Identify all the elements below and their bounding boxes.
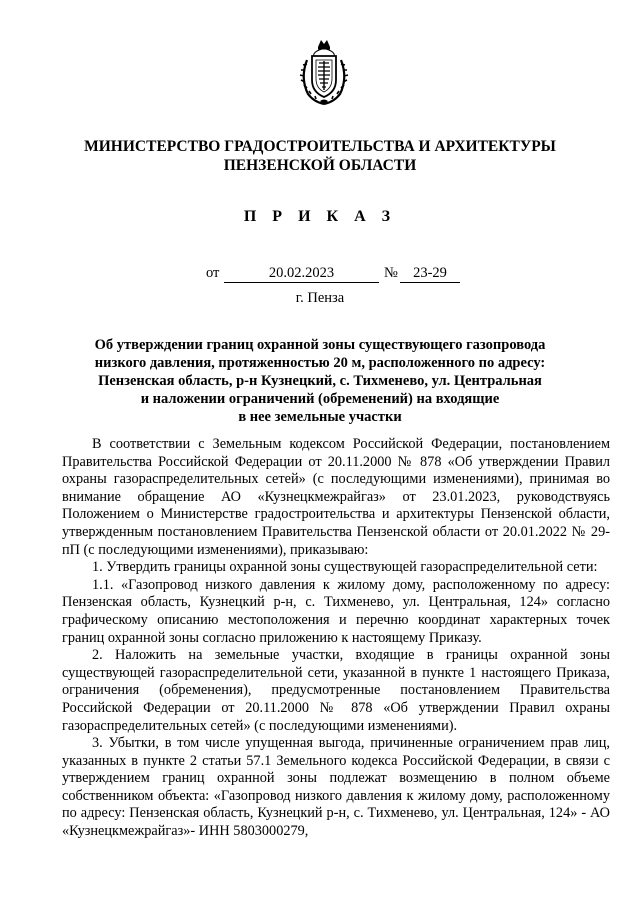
clause-3-paragraph: 3. Убытки, в том числе упущенная выгода, причиненные ограничением прав лиц, указанных в пункте 2 статьи 57.1 Земельного кодекса Российской Федерации, в связи с утверждением границ охранной зоны подлежат возмещению в полном объеме собственником объекта: «Газопровод низкого давления к жилому дому, расположенному по адресу: Пензенская область, Кузнецкий р-н, с. Тихменево, ул. Центральная, 124» - АО «Кузнецкмежрайгаз»- ИНН 5803000279, [62, 735, 610, 840]
city-label: г. Пенза [295, 290, 345, 306]
preamble-paragraph: В соответствии с Земельным кодексом Российской Федерации, постановлением Правительства Российской Федерации от 20.11.2000 № 878 «Об утверждении Правил охраны газораспределительных сетей» (с последующими изменениями), принимая во внимание обращение АО «Кузнецкмежрайгаз» от 23.01.2023, руководствуясь Положением о Министерстве градостроительства и архитектуры Пензенской области, утвержденным постановлением Правительства Пензенской области от 20.01.2022 № 29-пП (с последующими изменениями), приказываю: [62, 436, 610, 558]
clause-2-paragraph: 2. Наложить на земельные участки, входящие в границы охранной зоны существующей газораспределительной сети, указанной в пункте 1 настоящего Приказа, ограничения (обременения), предусмотренные постановлением Правительства Российской Федерации от 20.11.2000 № 878 «Об утверждении Правил охраны газораспределительных сетей» (с последующими изменениями). [62, 647, 610, 734]
order-title [75, 336, 565, 426]
date-from-label: от [206, 265, 220, 281]
document-type-heading: П Р И К А З [243, 208, 397, 225]
order-body [62, 436, 610, 841]
coat-of-arms-icon [298, 38, 350, 106]
order-date: 20.02.2023 [224, 264, 379, 283]
ministry-line-1: МИНИСТЕРСТВО ГРАДОСТРОИТЕЛЬСТВА И АРХИТЕКТУРЫ [84, 138, 556, 155]
title-line-2: низкого давления, протяженностью 20 м, расположенного по адресу: [94, 355, 546, 371]
title-line-1: Об утверждении границ охранной зоны существующего газопровода [94, 337, 546, 353]
ministry-heading [60, 137, 580, 175]
number-label: № [384, 265, 398, 281]
clause-1-1-paragraph: 1.1. «Газопровод низкого давления к жилому дому, расположенному по адресу: Пензенская область, Кузнецкий р-н, с. Тихменево, ул. Центральная, 124» согласно графическому описанию местоположения и перечню координат характерных точек границ охранной зоны согласно приложению к настоящему Приказу. [62, 576, 610, 646]
title-line-3: Пензенская область, р-н Кузнецкий, с. Тихменево, ул. Центральная [98, 373, 542, 389]
order-number: 23-29 [400, 264, 460, 283]
ministry-line-2: ПЕНЗЕНСКОЙ ОБЛАСТИ [223, 157, 417, 174]
clause-1-paragraph: 1. Утвердить границы охранной зоны существующей газораспределительной сети: [92, 559, 598, 576]
title-line-4: и наложении ограничений (обременений) на входящие [140, 391, 500, 407]
title-line-5: в нее земельные участки [238, 409, 402, 425]
